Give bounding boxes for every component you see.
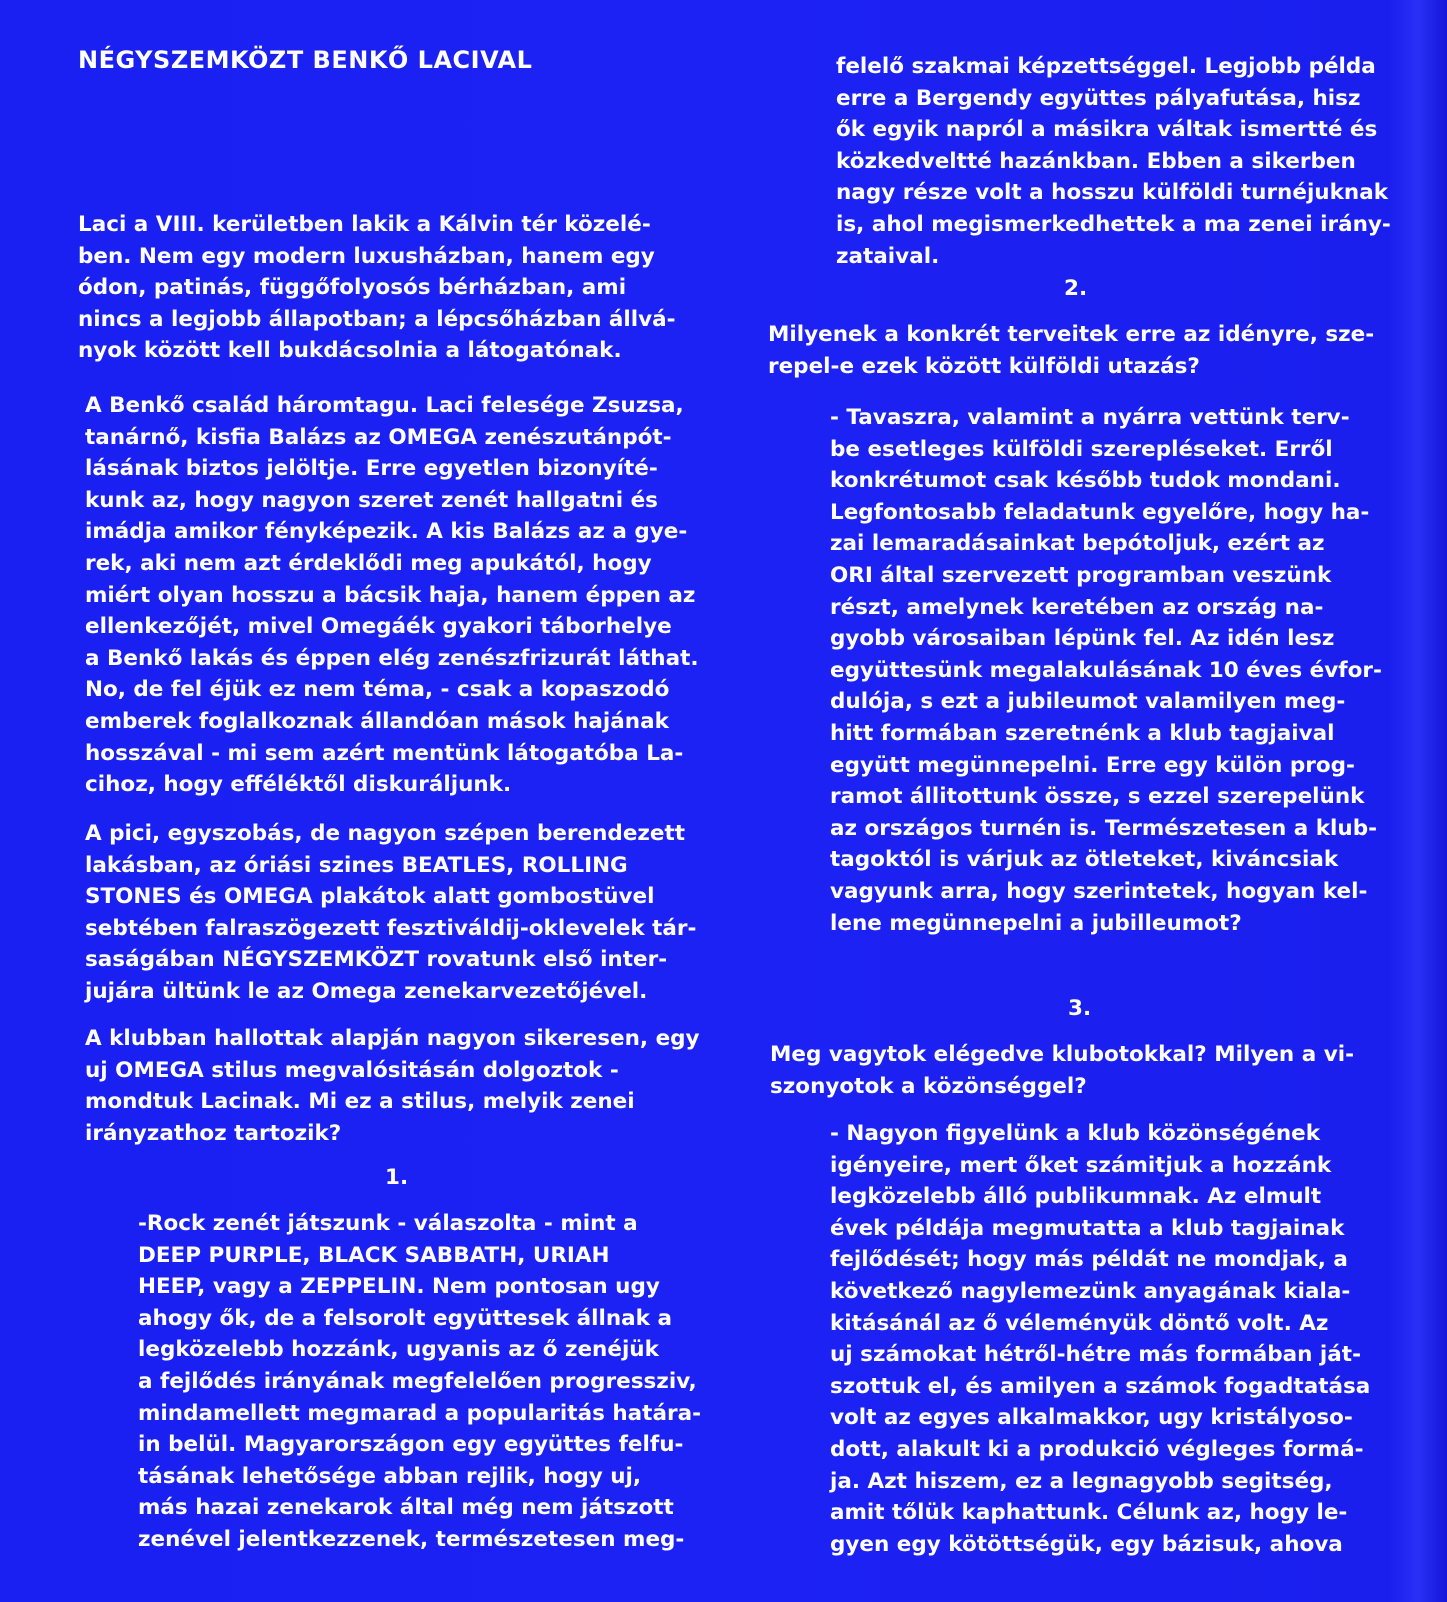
text-line: közkedveltté hazánkban. Ebben a sikerben [836,148,1356,174]
text-line: következő nagylemezünk anyagának kiala- [830,1278,1351,1304]
text-line: kitásánál az ő véleményük döntő volt. Az [830,1310,1329,1336]
text-line: tásának lehetősége abban rejlik, hogy uj, [138,1463,642,1489]
text-line: legközelebb álló publikumnak. Az elmult [830,1184,1322,1210]
text-line: Laci a VIII. kerületben lakik a Kálvin tér közelé- [78,212,651,237]
text-line: dott, alakult ki a produkció végleges formá- [830,1436,1364,1462]
text-line: HEEP, vagy a ZEPPELIN. Nem pontosan ugy [138,1274,660,1300]
question-3-paragraph [770,1039,1395,1102]
text-line: igényeire, mert őket számitjuk a hozzánk [830,1152,1332,1178]
text-line: zenével jelentkezzenek, természetesen meg- [138,1526,685,1552]
text-line: lásának biztos jelöltje. Erre egyetlen bizonyíté- [85,456,658,482]
text-line: amit tőlük kaphattunk. Célunk az, hogy le- [830,1500,1348,1526]
question-number-3: 3. [1068,996,1092,1021]
text-line: legközelebb hozzánk, ugyanis az ő zenéjük [138,1337,659,1363]
text-line: szonyotok a közönséggel? [770,1073,1087,1099]
answer-1-continuation [836,51,1396,272]
text-line: rek, aki nem azt érdeklődi meg apukától, hogy [85,550,652,576]
text-line: zataival. [836,243,940,269]
text-line: tagoktól is várjuk az ötleteket, kiváncsiak [830,847,1339,873]
question-2-paragraph [768,319,1393,382]
text-line: A Benkő család háromtagu. Laci felesége Zsuzsa, [85,393,684,418]
question-number-2: 2. [1064,276,1088,301]
text-line: sebtében falraszögezett fesztiváldij-oklevelek tár- [85,915,697,941]
text-line: együttesünk megalakulásának 10 éves évfor- [830,657,1382,683]
text-line: repel-e ezek között külföldi utazás? [768,353,1200,379]
text-line: miért olyan hosszu a bácsik haja, hanem éppen az [85,582,696,608]
text-line: No, de fel éjük ez nem téma, - csak a kopaszodó [85,677,670,703]
text-line: Milyenek a konkrét terveitek erre az idényre, sze- [768,322,1375,347]
text-line: vagyunk arra, hogy szerintetek, hogyan kel- [830,878,1368,904]
text-line: DEEP PURPLE, BLACK SABBATH, URIAH [138,1242,610,1268]
text-line: irányzathoz tartozik? [85,1120,342,1146]
text-line: ódon, patinás, függőfolyosós bérházban, ami [78,275,627,301]
text-line: nincs a legjobb állapotban; a lépcsőházban állvá- [78,306,676,332]
text-line: Legfontosabb feladatunk egyelőre, hogy ha- [830,499,1370,525]
text-line: is, ahol megismerkedhettek a ma zenei irány- [836,211,1391,237]
text-line: Meg vagytok elégedve klubotokkal? Milyen a vi- [770,1042,1355,1067]
text-line: dulója, s ezt a jubileumot valamilyen meg- [830,689,1346,715]
answer-2-paragraph [830,402,1390,939]
text-line: lene megünnepelni a jubilleumot? [830,910,1242,936]
text-line: nyok között kell bukdácsolnia a látogatónak. [78,338,622,364]
text-line: fejlődését; hogy más példát ne mondjak, a [830,1247,1348,1273]
text-line: -Rock zenét játszunk - válaszolta - mint a [138,1211,638,1236]
question-1-paragraph [85,1023,700,1149]
text-line: uj OMEGA stilus megvalósitásán dolgoztok - [85,1057,619,1083]
text-line: a Benkő lakás és éppen elég zenészfrizurát láthat. [85,645,699,671]
text-line: konkrétumot csak később tudok mondani. [830,468,1341,494]
text-line: saságában NÉGYSZEMKÖZT rovatunk első inter- [85,947,668,973]
text-line: in belül. Magyarországon egy együttes felfu- [138,1432,684,1458]
text-line: ja. Azt hiszem, ez a legnagyobb segitség, [830,1468,1333,1494]
family-paragraph [85,390,697,801]
answer-1-paragraph [138,1208,708,1556]
text-line: jujára ültünk le az Omega zenekarvezetőjével. [85,978,648,1004]
text-line: ORI által szervezett programban veszünk [830,562,1332,588]
text-line: A pici, egyszobás, de nagyon szépen berendezett [85,821,686,846]
apartment-paragraph [85,818,697,1008]
text-line: lakásban, az óriási szines BEATLES, ROLLING [85,852,628,878]
text-line: kunk az, hogy nagyon szeret zenét hallgatni és [85,487,658,513]
text-line: tanárnő, kisfia Balázs az OMEGA zenészutánpót- [85,424,672,450]
intro-paragraph [78,209,698,367]
text-line: a fejlődés irányának megfelelően progressziv, [138,1368,697,1394]
text-line: ahogy ők, de a felsorolt együttesek állnak a [138,1305,672,1331]
article-title: NÉGYSZEMKÖZT BENKŐ LACIVAL [78,46,533,74]
text-line: ben. Nem egy modern luxusházban, hanem egy [78,243,655,269]
text-line: hosszával - mi sem azért mentünk látogatóba La- [85,740,684,766]
text-line: uj számokat hétről-hétre más formában ját- [830,1342,1361,1368]
question-number-1: 1. [385,1165,409,1190]
text-line: A klubban hallottak alapján nagyon sikeresen, egy [85,1026,700,1051]
text-line: mondtuk Lacinak. Mi ez a stilus, melyik zenei [85,1089,635,1115]
text-line: évek példája megmutatta a klub tagjainak [830,1215,1345,1241]
text-line: STONES és OMEGA plakátok alatt gombostüvel [85,884,655,910]
text-line: erre a Bergendy együttes pályafutása, hisz [836,85,1361,111]
text-line: gyen egy kötöttségük, egy bázisuk, ahova [830,1531,1343,1557]
text-line: zai lemaradásainkat bepótoljuk, ezért az [830,531,1325,557]
text-line: együtt megünnepelni. Erre egy külön prog- [830,752,1355,778]
text-line: imádja amikor fényképezik. A kis Balázs az a gye- [85,519,688,545]
text-line: gyobb városaiban lépünk fel. Az idén lesz [830,626,1335,652]
text-line: nagy része volt a hosszu külföldi turnéjuknak [836,180,1389,206]
text-line: hitt formában szeretnénk a klub tagjaival [830,720,1335,746]
text-line: mindamellett megmarad a popularitás határa- [138,1400,701,1426]
text-line: - Tavaszra, valamint a nyárra vettünk terv- [830,405,1350,430]
text-line: ramot állitottunk össze, s ezzel szerepelünk [830,784,1365,810]
text-line: volt az egyes alkalmakkor, ugy kristályoso- [830,1405,1353,1431]
text-line: emberek foglalkoznak állandóan mások hajának [85,708,669,734]
text-line: - Nagyon figyelünk a klub közönségének [830,1121,1321,1146]
text-line: felelő szakmai képzettséggel. Legjobb példa [836,54,1376,79]
text-line: ők egyik napról a másikra váltak ismertté és [836,117,1378,143]
answer-3-paragraph [830,1118,1390,1560]
text-line: cihoz, hogy efféléktől diskuráljunk. [85,772,512,798]
text-line: részt, amelynek keretében az ország na- [830,594,1324,620]
text-line: más hazai zenekarok által még nem játszott [138,1495,674,1521]
text-line: ellenkezőjét, mivel Omegáék gyakori táborhelye [85,614,672,640]
text-line: az országos turnén is. Természetesen a klub- [830,815,1378,841]
text-line: szottuk el, és amilyen a számok fogadtatása [830,1373,1371,1399]
text-line: be esetleges külföldi szerepléseket. Erről [830,436,1333,462]
